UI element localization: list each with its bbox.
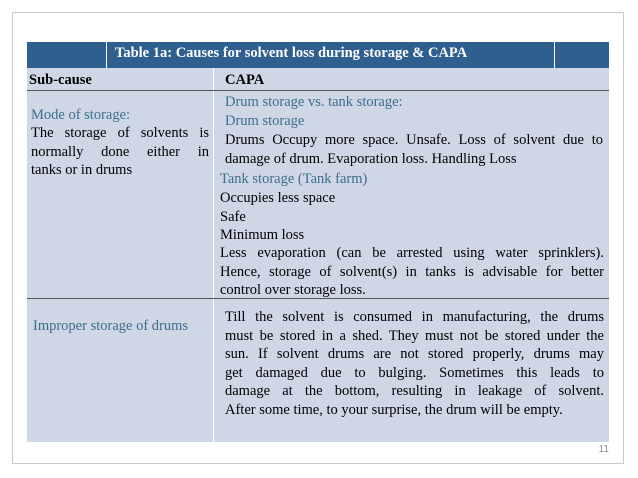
improper-storage-capa [225,308,604,419]
drum-storage-description [225,131,603,168]
capa-line: get damaged due to bulging. Sometimes this leads to [225,364,604,381]
tank-line: Less evaporation (can be arrested using water sprinklers). [220,245,604,261]
title-bar-cell-left [27,42,107,68]
tank-point: Occupies less space [220,190,336,206]
tank-storage-description [220,244,604,300]
table-title-bar [27,42,609,68]
tank-storage-points [220,189,335,245]
capa-line: damage at the bottom, resulting in leakage of solvent. [225,383,604,399]
sub-cause-line: normally done either in [31,143,209,160]
drum-line: damage of drum. Evaporation loss. Handling Loss [225,150,517,167]
tank-line: Hence, storage of solvent(s) in tanks is advisable for better [220,263,604,280]
table-body [27,68,609,455]
capa-line: After some time, to your surprise, the drum will be empty. [225,401,563,418]
column-header-sub-cause: Sub-cause [29,72,92,88]
page-number: 11 [598,444,609,455]
drum-storage-heading: Drum storage [225,113,305,129]
capa-line: must be stored in a shed. They must not be stored under the [225,327,604,344]
sub-cause-line: The storage of solvents is [31,125,209,141]
tank-line: control over storage loss. [220,282,366,298]
capa-line: sun. If solvent drums are not stored properly, drums may [225,346,604,362]
column-divider [213,68,214,442]
title-bar-cell-middle [107,42,555,68]
tank-point: Minimum loss [220,227,305,243]
sub-cause-mode-of-storage: Mode of storage: [31,107,131,123]
title-bar-cell-right [555,42,609,68]
sub-cause-line: tanks or in drums [31,162,133,178]
sub-cause-improper-storage: Improper storage of drums [33,318,189,334]
tank-point: Safe [220,208,246,225]
column-header-capa: CAPA [225,72,265,88]
capa-comparison-heading: Drum storage vs. tank storage: [225,94,403,110]
tank-storage-heading: Tank storage (Tank farm) [220,171,368,187]
sub-cause-mode-description [31,124,209,180]
drum-line: Drums Occupy more space. Unsafe. Loss of solvent due to [225,132,603,148]
capa-line: Till the solvent is consumed in manufacturing, the drums [225,309,604,325]
header-rule [27,90,609,91]
table-title: Table 1a: Causes for solvent loss during storage & CAPA [115,45,468,61]
